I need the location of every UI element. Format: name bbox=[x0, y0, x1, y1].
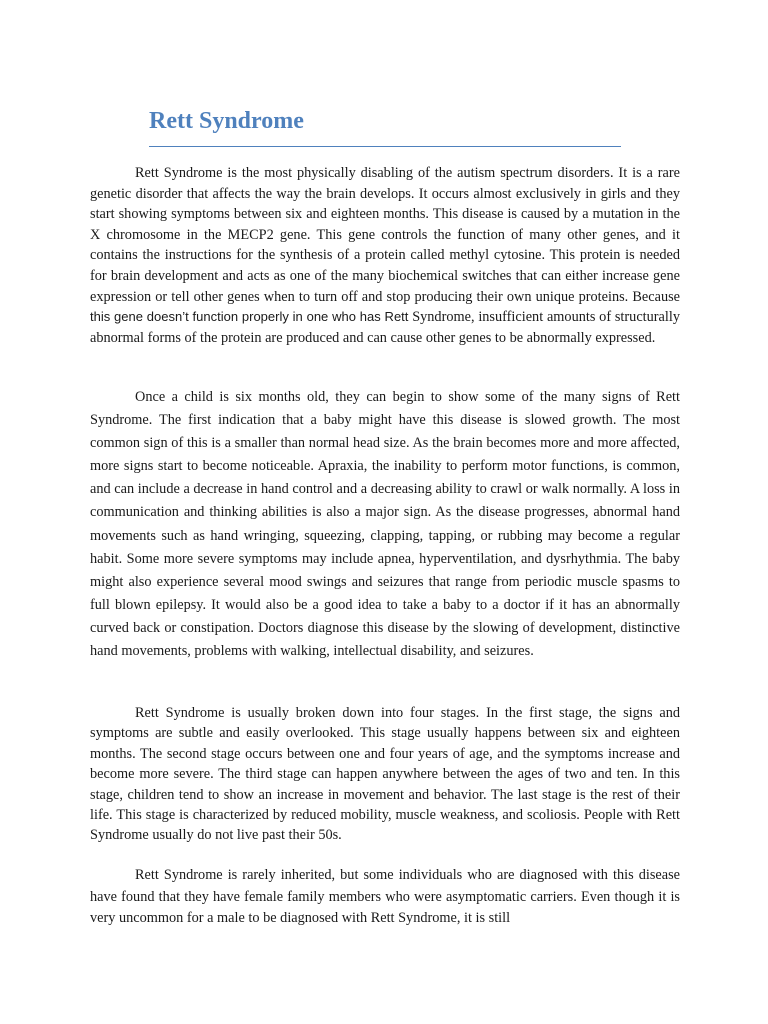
document-title: Rett Syndrome bbox=[149, 108, 304, 134]
paragraph-text: Rett Syndrome is rarely inherited, but some individuals who are diagnosed with this disease have found that they have female family members who were asymptomatic carriers. Even though it is very uncommon for a male to be diagnosed with Rett Syndrome, it is still bbox=[90, 867, 680, 926]
paragraph-inline-run: this gene doesn’t function properly in one who has Rett bbox=[90, 309, 409, 325]
paragraph-inheritance bbox=[90, 865, 680, 930]
paragraph-signs bbox=[90, 386, 680, 663]
paragraph-text: Once a child is six months old, they can begin to show some of the many signs of Rett Syndrome. The first indication that a baby might have this disease is slowed growth. The most common sign of this is a smaller than normal head size. As the brain becomes more and more affected, more signs start to become noticeable. Apraxia, the inability to perform motor functions, is common, and can include a decrease in hand control and a decreasing ability to crawl or walk normally. A loss in communication and thinking abilities is also a major sign. As the disease progresses, abnormal hand movements such as hand wringing, squeezing, clapping, tapping, or rubbing may become a regular habit. Some more severe symptoms may include apnea, hyperventilation, and dysrhythmia. The baby might also experience several mood swings and seizures that range from periodic muscle spasms to full blown epilepsy. It would also be a good idea to take a baby to a doctor if it has an abnormally curved back or constipation. Doctors diagnose this disease by the slowing of development, distinctive hand movements, problems with walking, intellectual disability, and seizures. bbox=[90, 389, 680, 660]
paragraph-text: Rett Syndrome is usually broken down into four stages. In the first stage, the signs and symptoms are subtle and easily overlooked. This stage usually happens between six and eighteen months. The second stage occurs between one and four years of age, and the symptoms increase and become more severe. The third stage can happen anywhere between the ages of two and ten. In this stage, children tend to show an increase in movement and behavior. The last stage is the rest of their life. This stage is characterized by reduced mobility, muscle weakness, and scoliosis. People with Rett Syndrome usually do not live past their 50s. bbox=[90, 705, 680, 844]
title-underline bbox=[149, 146, 621, 147]
paragraph-stages bbox=[90, 703, 680, 846]
paragraph-genetic-cause bbox=[90, 163, 680, 348]
paragraph-text: Rett Syndrome is the most physically disabling of the autism spectrum disorders. It is a rare genetic disorder that affects the way the brain develops. It occurs almost exclusively in girls and they start showing symptoms between six and eighteen months. This disease is caused by a mutation in the X chromosome in the MECP2 gene. This gene controls the function of many other genes, and it contains the instructions for the synthesis of a protein called methyl cytosine. This protein is needed for brain development and acts as one of the many biochemical switches that can either increase gene expression or tell other genes when to turn off and stop producing their own unique proteins. Because bbox=[90, 165, 680, 305]
paragraph-text: Syndrome, insufficient amounts of structurally abnormal forms of the protein are produced and can cause other genes to be abnormally expressed. bbox=[90, 309, 680, 346]
